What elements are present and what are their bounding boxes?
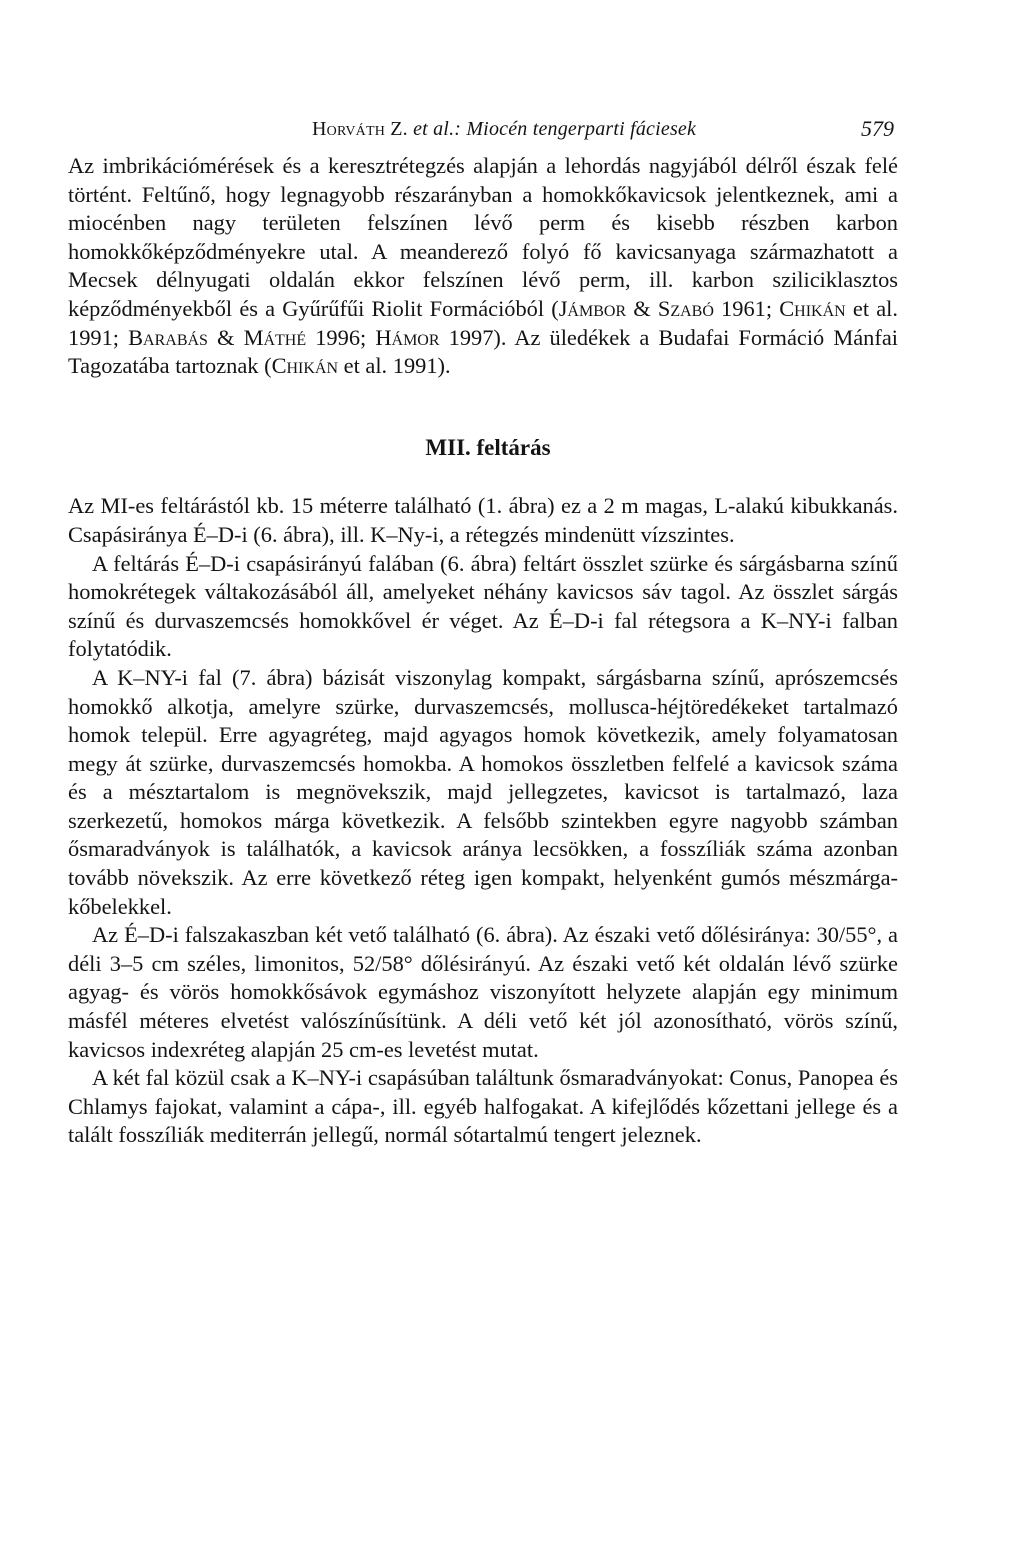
text-run: 1961; [713,295,780,321]
paragraph-intro [68,152,898,381]
text-run: 1996; [306,324,376,350]
header-author: Horváth Z. [312,118,408,140]
text-run: et al. 1991). [338,353,451,379]
text-run: Az imbrikációmérések és a keresztrétegzés alapján a lehordás nagyjából délről észak felé történt. Feltűnő, hogy legnagyobb részarányban a homokkőkavicsok jelentkeznek, ami a miocénben nagy területen felszínen lévő perm és kisebb részben karbon homokkőképződményekre utal. A meanderező folyó fő kavicsanyaga származhatott a Mecsek délnyugati oldalán ekkor felszínen lévő perm, ill. karbon sziliciklasztos képződményekből és a Gyűrűfűi Riolit Formációból ( [68,153,898,321]
section-title [68,434,898,463]
citation-author: Jámbor [558,295,627,321]
citation-author: Barabás [128,324,208,350]
citation-author: Chikán [271,353,339,379]
paragraph-location: Az MI-es feltárástól kb. 15 méterre található (1. ábra) ez a 2 m magas, L-alakú kibukkanás. Csapásiránya É–D-i (6. ábra), ill. K–Ny-i, a rétegzés mindenütt vízszintes. [68,493,898,547]
running-title [312,118,696,141]
section-title-text: MII. feltárás [425,434,551,460]
text-run: & [626,295,658,321]
paragraph-fossils: A két fal közül csak a K–NY-i csapásúban találtunk ősmaradványokat: Conus, Panopea és Chlamys fajokat, valamint a cápa-, ill. egyéb halfogakat. A kifejlődés kőzettani jellege és a talált fosszíliák mediterrán jellegű, normál sótartalmú tengert jeleznek. [68,1065,898,1148]
paragraph-north-south-wall: A feltárás É–D-i csapásirányú falában (6. ábra) feltárt összlet szürke és sárgásbarna színű homokrétegek váltakozásából áll, amelyeket néhány kavicsos sáv tagol. Az összlet sárgás színű és durvaszemcsés homokkővel ér véget. Az É–D-i fal rétegsora a K–NY-i falban folytatódik. [68,550,898,662]
page-number: 579 [861,116,894,141]
text-run: & [207,324,244,350]
header-etal: et al. [407,118,455,140]
citation-author: Szabó [657,295,714,321]
citation-author: Hámor [375,324,440,350]
text-run: et al. 1991; [68,295,898,350]
paragraph-east-west-wall: A K–NY-i fal (7. ábra) bázisát viszonylag kompakt, sárgásbarna színű, aprószemcsés homokkő alkotja, amelyre szürke, durvaszemcsés, mollusca-héjtöredékeket tartalmazó homok települ. Erre agyagréteg, majd agyagos homok következik, amely folyamatosan megy át szürke, durvaszemcsés homokba. A homokos összletben felfelé a kavicsok száma és a mésztartalom is megnövekszik, majd jellegzetes, kavicsot is tartalmazó, laza szerkezetű, homokos márga következik. A felsőbb szintekben egyre nagyobb számban ősmaradványok is találhatók, a kavicsok aránya lecsökken, a fosszíliák száma azonban tovább növekszik. Az erre következő réteg igen kompakt, helyenként gumós mészmárga-kőbelekkel. [68,664,898,919]
citation-author: Máthé [243,324,307,350]
header-title: : Miocén tengerparti fáciesek [454,118,697,140]
paragraph-faults: Az É–D-i falszakaszban két vető található (6. ábra). Az északi vető dőlésiránya: 30/55°, a déli 3–5 cm széles, limonitos, 52/58° dőlésirányú. Az északi vető két oldalán lévő szürke agyag- és vörös homokkősávok egymáshoz viszonyított helyzete alapján egy minimum másfél méteres elvetést valószínűsítünk. A déli vető két jól azonosítható, vörös színű, kavicsos indexréteg alapján 25 cm-es levetést mutat. [68,922,898,1062]
running-head [68,112,898,152]
body-text [68,152,898,1150]
page [68,112,898,1150]
citation-author: Chikán [779,295,846,321]
text-run: 1997). Az üledékek a Budafai Formáció Mánfai Tagozatába tartoznak ( [68,324,898,379]
